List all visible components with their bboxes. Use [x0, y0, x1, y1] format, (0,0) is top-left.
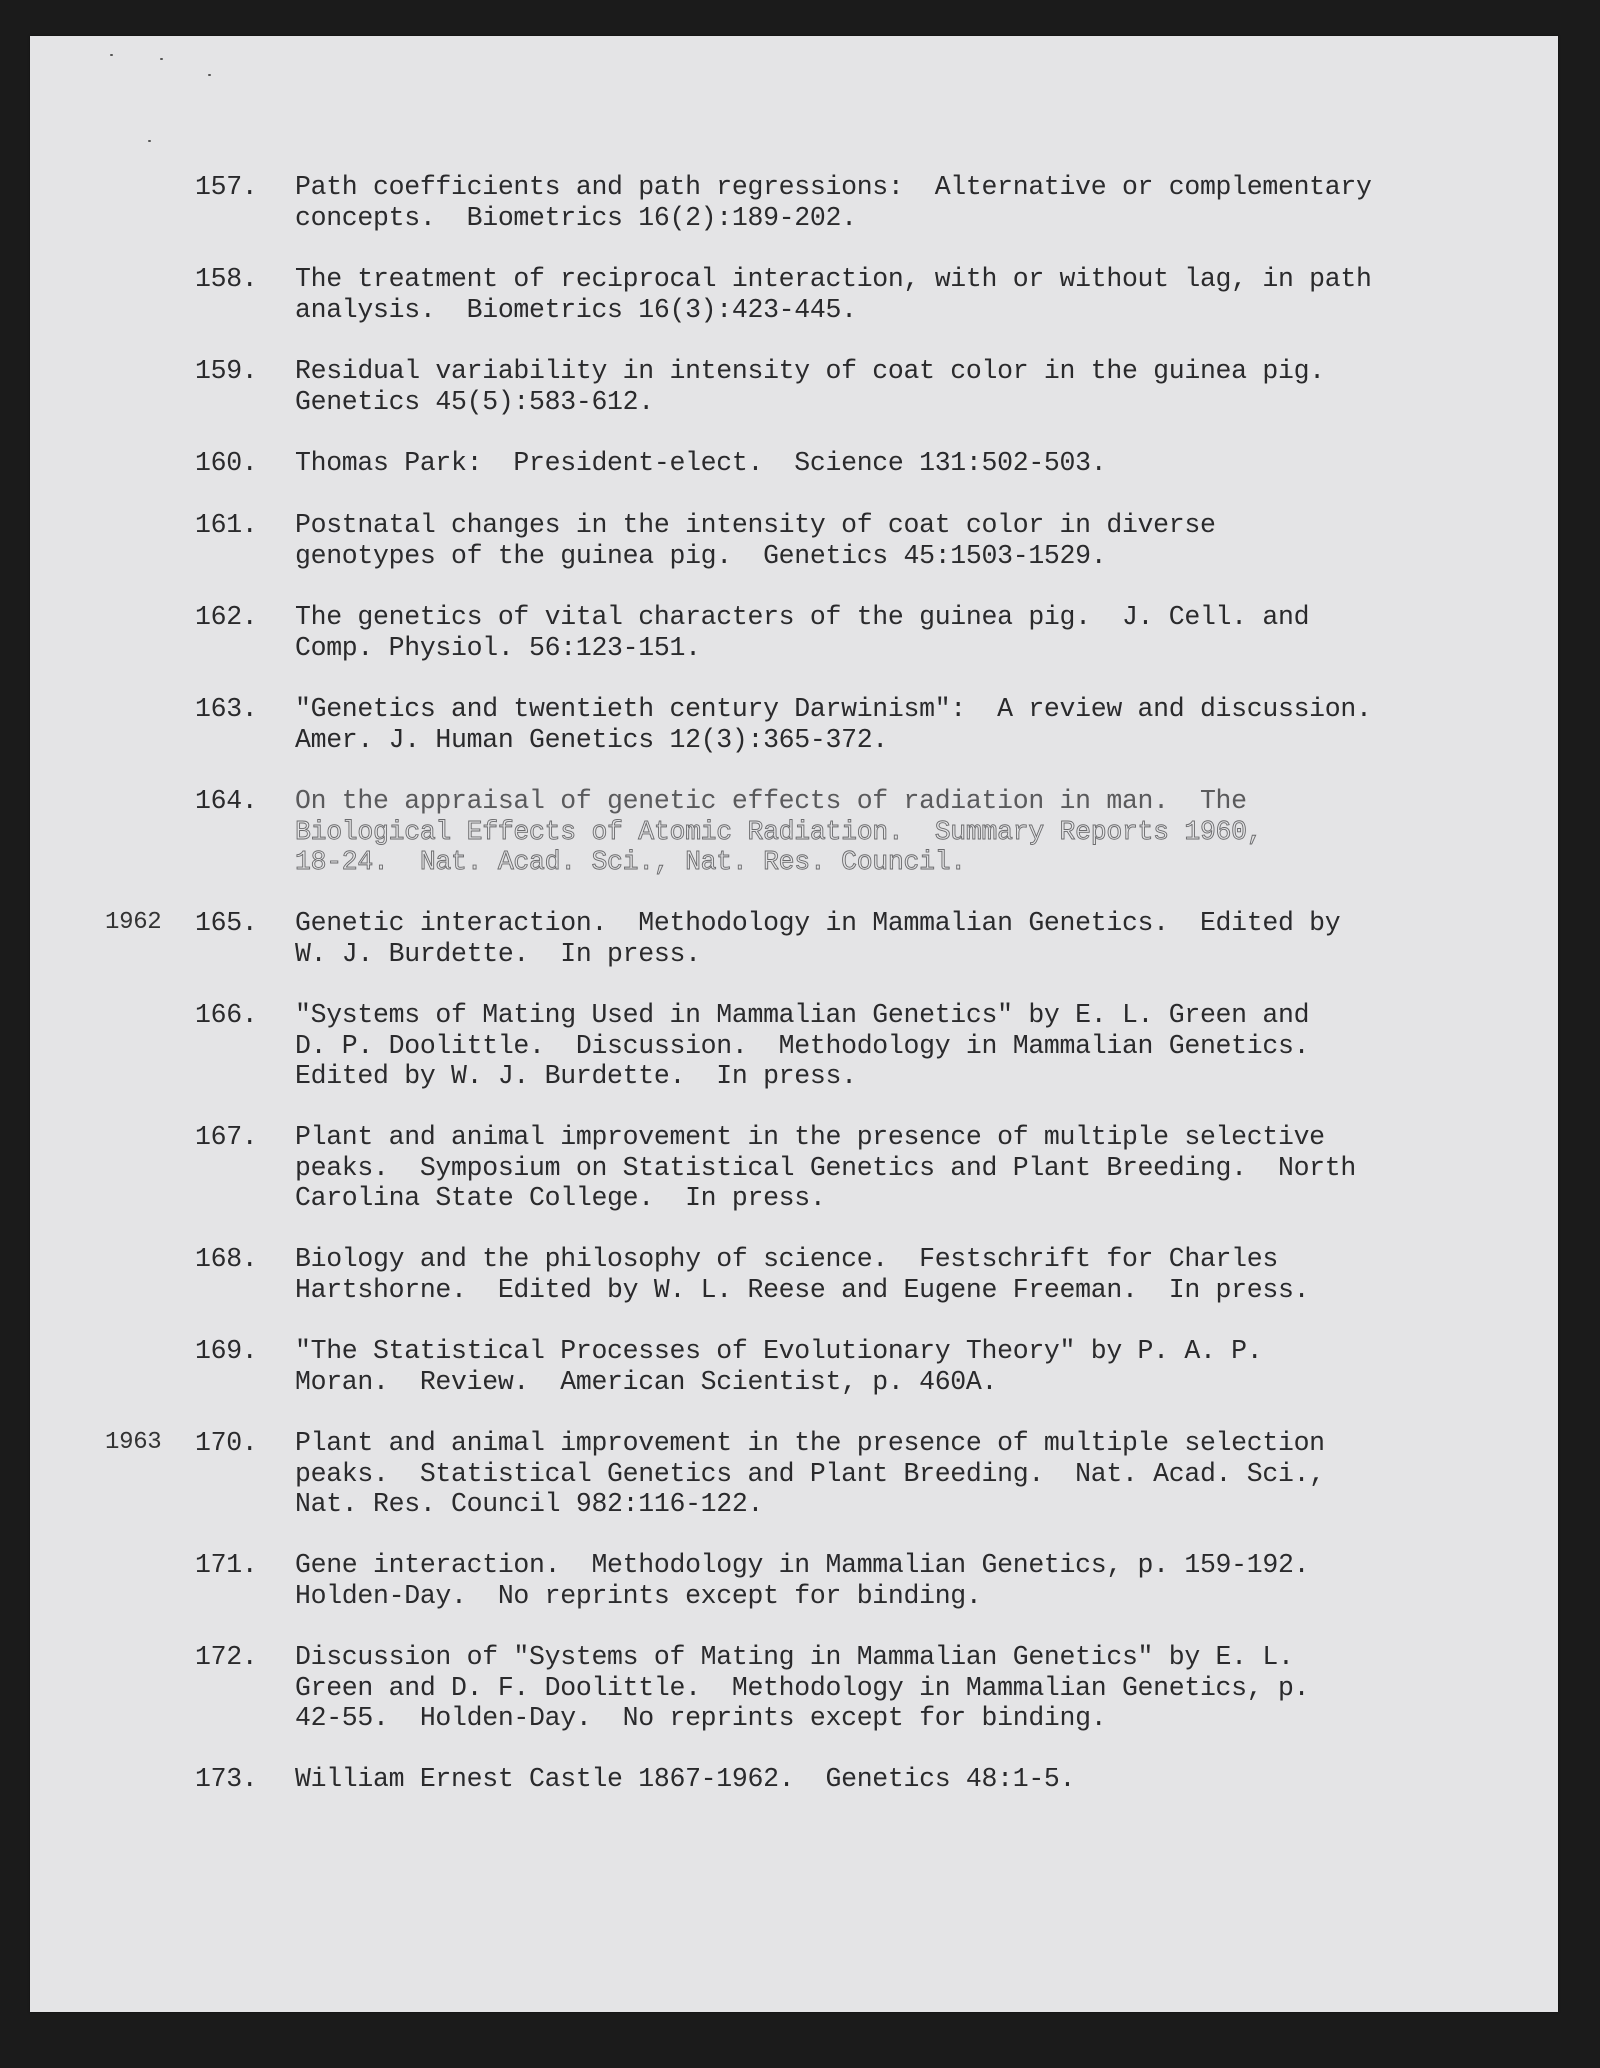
entry-year: 1962: [105, 909, 162, 936]
entry-text: [295, 908, 1435, 969]
entry-text: [295, 448, 1435, 479]
entry-line: The genetics of vital characters of the guinea pig. J. Cell. and: [295, 602, 1310, 632]
entry-line: "Systems of Mating Used in Mammalian Genetics" by E. L. Green and: [295, 1000, 1310, 1030]
entry-line: genotypes of the guinea pig. Genetics 45:1503-1529.: [295, 540, 1107, 571]
entry-text: [295, 1764, 1435, 1795]
entry-number: 158.: [195, 264, 258, 294]
entry-number: 167.: [195, 1122, 258, 1152]
entry-number: 160.: [195, 448, 258, 478]
entry-line: Green and D. F. Doolittle. Methodology in Mammalian Genetics, p.: [295, 1672, 1310, 1703]
entry-text: [295, 356, 1435, 417]
entry-line: Postnatal changes in the intensity of coat color in diverse: [295, 510, 1216, 540]
entry-line: peaks. Symposium on Statistical Genetics and Plant Breeding. North: [295, 1152, 1356, 1183]
entry-text: [295, 1000, 1435, 1092]
entry-line: 42-55. Holden-Day. No reprints except for binding.: [295, 1703, 1107, 1734]
entry-text: [295, 1336, 1435, 1397]
entry-line: W. J. Burdette. In press.: [295, 938, 701, 969]
entry-number: 162.: [195, 602, 258, 632]
entry-line: Holden-Day. No reprints except for binding.: [295, 1580, 982, 1611]
entry-line: Carolina State College. In press.: [295, 1183, 826, 1214]
entry-line: 18-24. Nat. Acad. Sci., Nat. Res. Council.: [295, 847, 966, 878]
entry-line: "Genetics and twentieth century Darwinism": A review and discussion.: [295, 694, 1372, 724]
entry-number: 170.: [195, 1428, 258, 1458]
entry-line: Residual variability in intensity of coat color in the guinea pig.: [295, 356, 1325, 386]
entry-text: [295, 1642, 1435, 1734]
entry-line: Plant and animal improvement in the presence of multiple selective: [295, 1122, 1325, 1152]
entry-number: 157.: [195, 172, 258, 202]
entry-line: Biological Effects of Atomic Radiation. Summary Reports 1960,: [295, 816, 1263, 847]
entry-number: 164.: [195, 786, 258, 816]
entry-line: William Ernest Castle 1867-1962. Genetics 48:1-5.: [295, 1764, 1076, 1794]
scan-speck: [208, 74, 211, 76]
entry-text: [295, 264, 1435, 325]
entry-line: Plant and animal improvement in the presence of multiple selection: [295, 1428, 1325, 1458]
entry-text: [295, 602, 1435, 663]
entry-text: [295, 510, 1435, 571]
entry-text: [295, 694, 1435, 755]
entry-number: 173.: [195, 1764, 258, 1794]
entry-line: Hartshorne. Edited by W. L. Reese and Eugene Freeman. In press.: [295, 1274, 1310, 1305]
entry-number: 163.: [195, 694, 258, 724]
entry-line: Genetic interaction. Methodology in Mammalian Genetics. Edited by: [295, 908, 1341, 938]
entry-text: [295, 172, 1435, 233]
document-page: [30, 36, 1558, 2012]
entry-line: "The Statistical Processes of Evolutionary Theory" by P. A. P.: [295, 1336, 1263, 1366]
entry-line: The treatment of reciprocal interaction, with or without lag, in path: [295, 264, 1372, 294]
entry-number: 165.: [195, 908, 258, 938]
entry-line: Biology and the philosophy of science. Festschrift for Charles: [295, 1244, 1278, 1274]
entry-line: Genetics 45(5):583-612.: [295, 386, 654, 417]
scan-speck: [148, 140, 151, 142]
entry-line: Amer. J. Human Genetics 12(3):365-372.: [295, 724, 888, 755]
entry-text: [295, 1122, 1435, 1214]
entry-line: peaks. Statistical Genetics and Plant Breeding. Nat. Acad. Sci.,: [295, 1458, 1325, 1489]
entry-text: [295, 1244, 1435, 1305]
entry-number: 166.: [195, 1000, 258, 1030]
entry-line: D. P. Doolittle. Discussion. Methodology in Mammalian Genetics.: [295, 1030, 1310, 1061]
entry-number: 169.: [195, 1336, 258, 1366]
entry-line: Thomas Park: President-elect. Science 131:502-503.: [295, 448, 1107, 478]
entry-line: Nat. Res. Council 982:116-122.: [295, 1489, 764, 1520]
entry-number: 171.: [195, 1550, 258, 1580]
entry-number: 161.: [195, 510, 258, 540]
scan-speck: [160, 58, 163, 60]
entry-text: [295, 1550, 1435, 1611]
entry-line: Gene interaction. Methodology in Mammalian Genetics, p. 159-192.: [295, 1550, 1310, 1580]
entry-number: 172.: [195, 1642, 258, 1672]
entry-line: Moran. Review. American Scientist, p. 460A.: [295, 1366, 998, 1397]
entry-line: concepts. Biometrics 16(2):189-202.: [295, 202, 857, 233]
entry-line: Path coefficients and path regressions: Alternative or complementary: [295, 172, 1372, 202]
entry-text: [295, 786, 1435, 878]
entry-line: Discussion of "Systems of Mating in Mammalian Genetics" by E. L.: [295, 1642, 1294, 1672]
entry-line: On the appraisal of genetic effects of radiation in man. The: [295, 786, 1247, 816]
entry-line: Edited by W. J. Burdette. In press.: [295, 1061, 857, 1092]
entry-line: analysis. Biometrics 16(3):423-445.: [295, 294, 857, 325]
entry-number: 159.: [195, 356, 258, 386]
entry-text: [295, 1428, 1435, 1520]
entry-line: Comp. Physiol. 56:123-151.: [295, 632, 701, 663]
scan-speck: [110, 54, 113, 56]
entry-number: 168.: [195, 1244, 258, 1274]
entry-year: 1963: [105, 1429, 162, 1456]
